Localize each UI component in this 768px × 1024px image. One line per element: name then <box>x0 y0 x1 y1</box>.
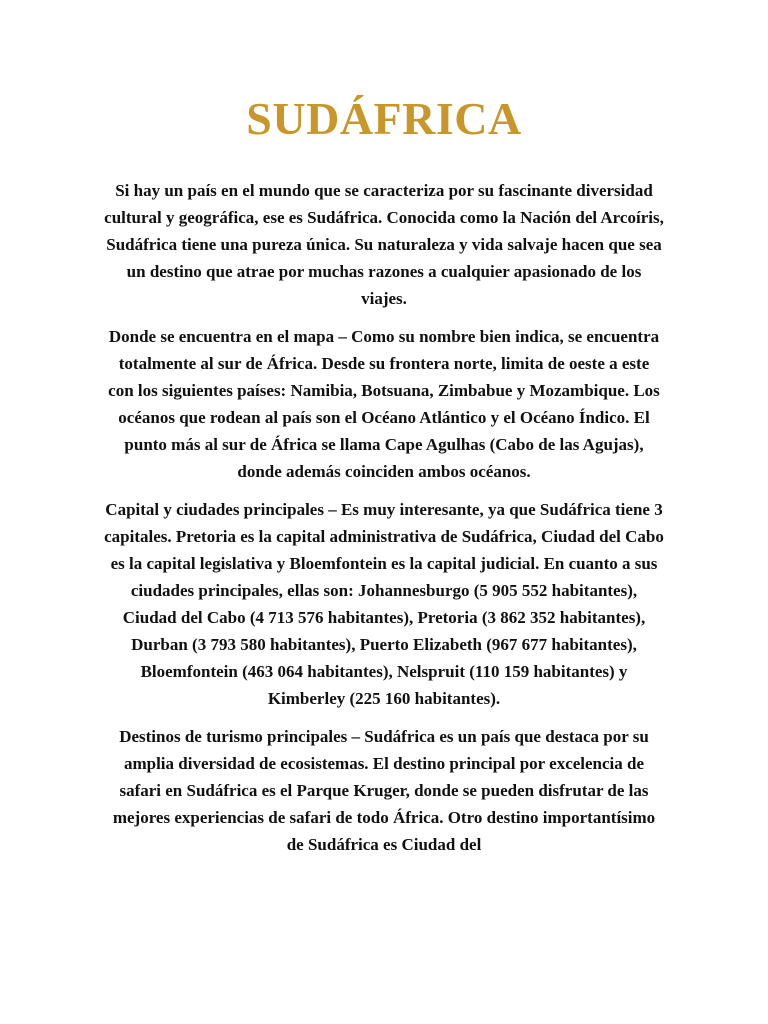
paragraph-location: Donde se encuentra en el mapa – Como su nombre bien indica, se encuentra totalmente al sur de África. Desde su frontera norte, limita de oeste a este con los siguientes países: Namibia, Botsuana, Zimbabue y Mozambique. Los océanos que rodean al país son el Océano Atlántico y el Océano Índico. El punto más al sur de África se llama Cape Agulhas (Cabo de las Agujas), donde además coinciden ambos océanos. <box>108 327 660 481</box>
paragraph-intro: Si hay un país en el mundo que se caracteriza por su fascinante diversidad cultural y geográfica, ese es Sudáfrica. Conocida como la Nación del Arcoíris, Sudáfrica tiene una pureza única. Su naturaleza y vida salvaje hacen que sea un destino que atrae por muchas razones a cualquier apasionado de los viajes. <box>104 181 664 308</box>
paragraph-capitals: Capital y ciudades principales – Es muy interesante, ya que Sudáfrica tiene 3 capitales. Pretoria es la capital administrativa de Sudáfrica, Ciudad del Cabo es la capital legislativa y Bloemfontein es la capital judicial. En cuanto a sus ciudades principales, ellas son: Johannesburgo (5 905 552 habitantes), Ciudad del Cabo (4 713 576 habitantes), Pretoria (3 862 352 habitantes), Durban (3 793 580 habitantes), Puerto Elizabeth (967 677 habitantes), Bloemfontein (463 064 habitantes), Nelspruit (110 159 habitantes) y Kimberley (225 160 habitantes). <box>104 500 664 708</box>
paragraph-tourism: Destinos de turismo principales – Sudáfrica es un país que destaca por su amplia diversidad de ecosistemas. El destino principal por excelencia de safari en Sudáfrica es el Parque Kruger, donde se pueden disfrutar de las mejores experiencias de safari de todo África. Otro destino importantísimo de Sudáfrica es Ciudad del <box>112 727 656 854</box>
document-body <box>104 177 664 869</box>
page-title: SUDÁFRICA <box>246 93 522 144</box>
